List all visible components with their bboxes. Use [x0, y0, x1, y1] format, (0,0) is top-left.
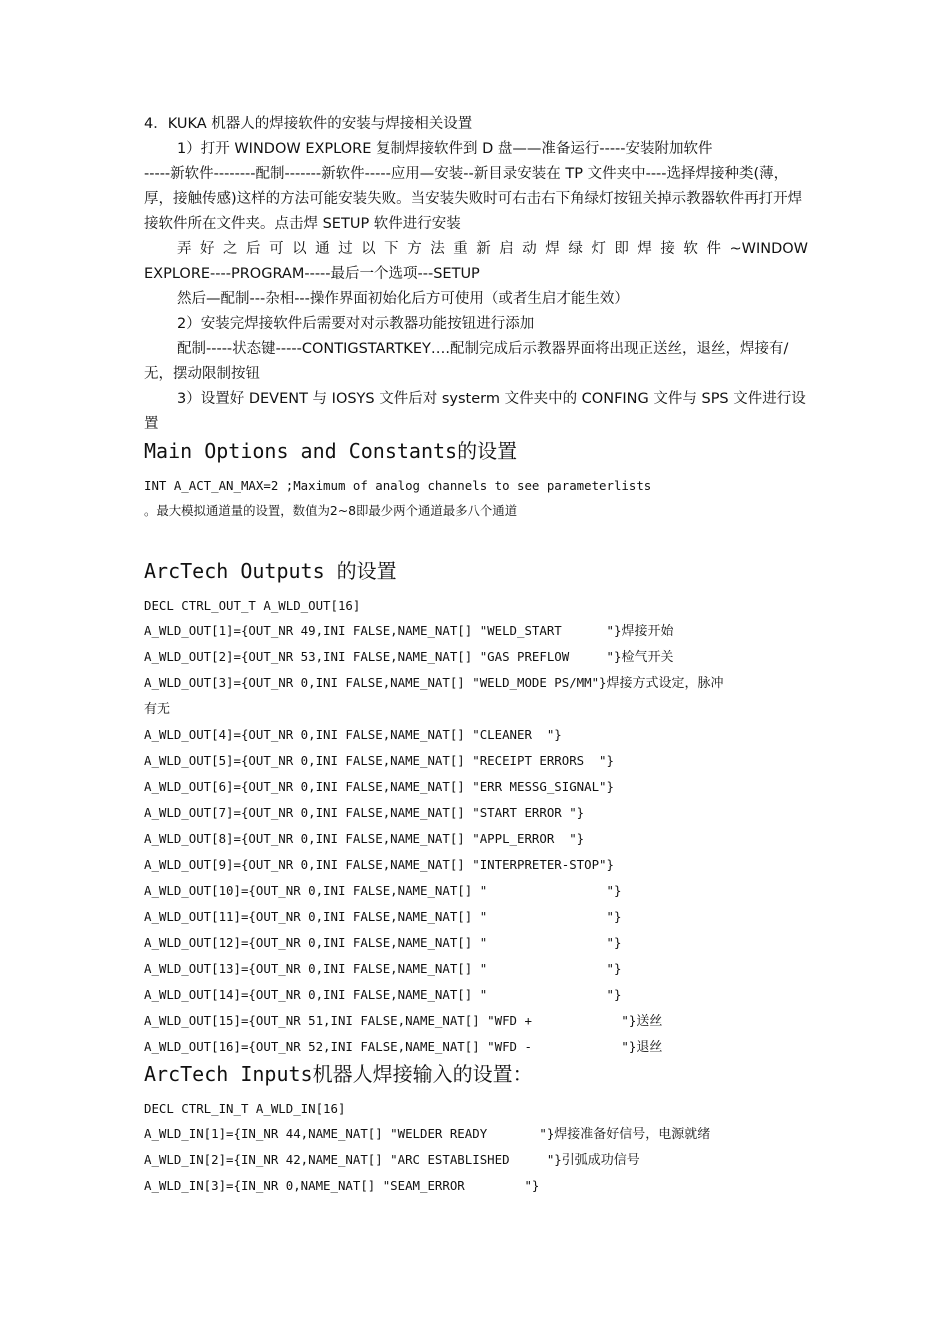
code-text: A_WLD_OUT[15]={OUT_NR 51,INI FALSE,NAME_NAT[] "WFD + "}: [144, 1013, 637, 1028]
code-text: A_WLD_OUT[9]={OUT_NR 0,INI FALSE,NAME_NAT[] "INTERPRETER-STOP"}: [144, 857, 614, 872]
main-options-note: 。最大模拟通道量的设置，数值为2~8即最少两个通道最多八个通道: [144, 503, 518, 518]
output-line: [144, 748, 808, 774]
output-line: [144, 1034, 808, 1060]
outputs-heading: ArcTech Outputs 的设置: [144, 559, 397, 583]
code-text: A_WLD_OUT[4]={OUT_NR 0,INI FALSE,NAME_NAT[] "CLEANER "}: [144, 727, 562, 742]
output-line: [144, 670, 808, 696]
code-text: A_WLD_IN[2]={IN_NR 42,NAME_NAT[] "ARC ESTABLISHED "}: [144, 1152, 562, 1167]
section-title: 4．KUKA 机器人的焊接软件的安装与焊接相关设置: [144, 116, 473, 132]
main-options-heading: Main Options and Constants的设置: [144, 439, 518, 463]
inputs-list: [144, 1121, 808, 1199]
code-comment: 有无: [144, 702, 171, 717]
document-page: [144, 112, 808, 1199]
code-text: A_WLD_OUT[12]={OUT_NR 0,INI FALSE,NAME_NAT[] " "}: [144, 935, 622, 950]
code-text: A_WLD_OUT[11]={OUT_NR 0,INI FALSE,NAME_NAT[] " "}: [144, 909, 622, 924]
code-text: A_WLD_OUT[10]={OUT_NR 0,INI FALSE,NAME_NAT[] " "}: [144, 883, 622, 898]
code-text: A_WLD_OUT[13]={OUT_NR 0,INI FALSE,NAME_NAT[] " "}: [144, 961, 622, 976]
restart-instruction: 弄 好 之 后 可 以 通 过 以 下 方 法 重 新 启 动 焊 绿 灯 即 焊 接 软 件 ~WINDOW: [177, 241, 808, 257]
output-line: [144, 878, 808, 904]
code-comment: 焊接方式设定，脉冲: [606, 676, 724, 691]
code-text: A_WLD_OUT[6]={OUT_NR 0,INI FALSE,NAME_NAT[] "ERR MESSG_SIGNAL"}: [144, 779, 614, 794]
output-line: [144, 930, 808, 956]
code-text: A_WLD_OUT[5]={OUT_NR 0,INI FALSE,NAME_NAT[] "RECEIPT ERRORS "}: [144, 753, 614, 768]
output-line: [144, 904, 808, 930]
step-1: 1）打开 WINDOW EXPLORE 复制焊接软件到 D 盘——准备运行-----安装附加软件: [177, 141, 713, 157]
inputs-heading: ArcTech Inputs机器人焊接输入的设置：: [144, 1062, 533, 1086]
inputs-decl: DECL CTRL_IN_T A_WLD_IN[16]: [144, 1101, 346, 1116]
code-text: A_WLD_OUT[14]={OUT_NR 0,INI FALSE,NAME_NAT[] " "}: [144, 987, 622, 1002]
outputs-list: [144, 618, 808, 1060]
code-comment: 引弧成功信号: [561, 1153, 640, 1168]
output-line: [144, 618, 808, 644]
input-line: [144, 1173, 808, 1199]
code-text: A_WLD_IN[1]={IN_NR 44,NAME_NAT[] "WELDER READY "}: [144, 1126, 555, 1141]
code-comment: 焊接开始: [621, 624, 674, 639]
then-instruction: 然后—配制---杂相---操作界面初始化后方可使用（或者生启才能生效）: [177, 291, 629, 307]
code-text: A_WLD_OUT[7]={OUT_NR 0,INI FALSE,NAME_NAT[] "START ERROR "}: [144, 805, 585, 820]
output-line: [144, 852, 808, 878]
restart-instruction-cont: EXPLORE----PROGRAM-----最后一个选项---SETUP: [144, 266, 480, 282]
main-options-code: INT A_ACT_AN_MAX=2 ;Maximum of analog channels to see parameterlists: [144, 478, 652, 493]
code-text: A_WLD_OUT[1]={OUT_NR 49,INI FALSE,NAME_NAT[] "WELD_START "}: [144, 623, 622, 638]
outputs-decl: DECL CTRL_OUT_T A_WLD_OUT[16]: [144, 598, 361, 613]
code-text: A_WLD_OUT[8]={OUT_NR 0,INI FALSE,NAME_NAT[] "APPL_ERROR "}: [144, 831, 585, 846]
output-line: [144, 774, 808, 800]
input-line: [144, 1147, 808, 1173]
output-line: [144, 800, 808, 826]
output-line: [144, 644, 808, 670]
input-line: [144, 1121, 808, 1147]
code-comment: 检气开关: [621, 650, 674, 665]
code-comment: 焊接准备好信号，电源就绪: [554, 1127, 711, 1142]
output-line: [144, 1008, 808, 1034]
step-1-continuation: -----新软件--------配制-------新软件-----应用—安装--新目录安装在 TP 文件夹中----选择焊接种类(薄，厚，接触传感)这样的方法可能安装失败。当安装失败时可右击右下角绿灯按钮关掉示教器软件再打开焊接软件所在文件夹。点击焊 SETUP 软件进行安装: [144, 166, 803, 232]
code-text: A_WLD_IN[3]={IN_NR 0,NAME_NAT[] "SEAM_ERROR "}: [144, 1178, 540, 1193]
code-comment: 退丝: [636, 1040, 663, 1055]
output-line: [144, 826, 808, 852]
step-3: 3）设置好 DEVENT 与 IOSYS 文件后对 systerm 文件夹中的 CONFING 文件与 SPS 文件进行设置: [144, 391, 806, 432]
code-text: A_WLD_OUT[16]={OUT_NR 52,INI FALSE,NAME_NAT[] "WFD - "}: [144, 1039, 637, 1054]
output-line: [144, 722, 808, 748]
output-line: [144, 696, 808, 722]
code-text: A_WLD_OUT[3]={OUT_NR 0,INI FALSE,NAME_NAT[] "WELD_MODE PS/MM"}: [144, 675, 607, 690]
code-comment: 送丝: [636, 1014, 663, 1029]
step-2: 2）安装完焊接软件后需要对对示教器功能按钮进行添加: [177, 316, 535, 332]
output-line: [144, 956, 808, 982]
output-line: [144, 982, 808, 1008]
code-text: A_WLD_OUT[2]={OUT_NR 53,INI FALSE,NAME_NAT[] "GAS PREFLOW "}: [144, 649, 622, 664]
step-2-continuation: 配制-----状态键-----CONTIGSTARTKEY….配制完成后示教器界面将出现正送丝，退丝，焊接有/无，摆动限制按钮: [144, 341, 789, 382]
